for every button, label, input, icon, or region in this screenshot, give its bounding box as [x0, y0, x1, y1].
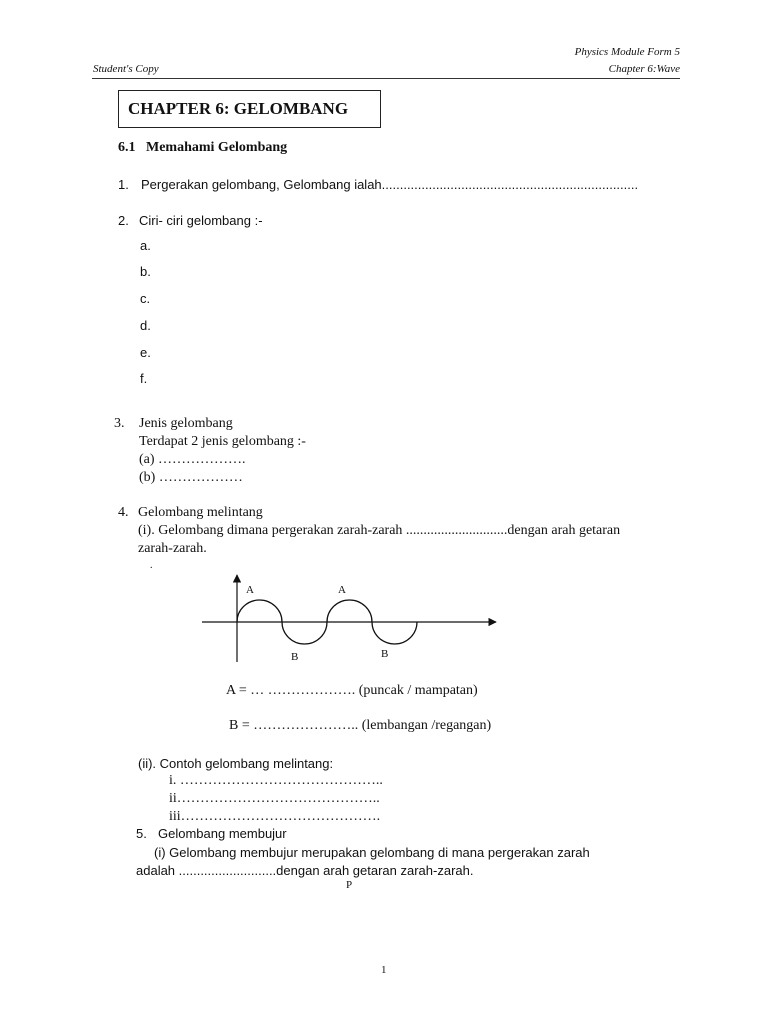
q4-i-line2: zarah-zarah. [138, 541, 207, 556]
header-rule [92, 78, 680, 79]
q3-option-a: (a) ………………. [139, 452, 246, 467]
example-1: i. …………………………………….. [169, 773, 383, 788]
crest-label-1: A [246, 584, 254, 596]
example-3: iii……………………………………. [169, 809, 381, 824]
q3-subtext: Terdapat 2 jenis gelombang :- [139, 434, 306, 449]
transverse-wave-diagram [200, 570, 500, 670]
q2-item-e: e. [140, 345, 151, 360]
header-chapter: Chapter 6:Wave [608, 63, 680, 75]
chapter-title: CHAPTER 6: GELOMBANG [128, 99, 349, 118]
q5-text: Gelombang membujur [158, 826, 287, 841]
q4-number: 4. [118, 505, 129, 520]
q2-item-d: d. [140, 318, 151, 333]
q2-item-f: f. [140, 371, 148, 386]
q1-text: Pergerakan gelombang, Gelombang ialah....................................................................... [141, 177, 639, 192]
q1-number: 1. [118, 177, 129, 192]
q5-number: 5. [136, 826, 147, 841]
b-definition: B = ………………….. (lembangan /regangan) [229, 718, 492, 733]
q5-i-line2: adalah ...........................dengan arah getaran zarah-zarah. [136, 863, 474, 878]
q4-i-line1: (i). Gelombang dimana pergerakan zarah-zarah .............................dengan arah getaran [138, 523, 621, 538]
q3-text: Jenis gelombang [139, 416, 233, 431]
p-label: P [346, 879, 353, 891]
crest-label-2: A [338, 584, 346, 596]
header-copy: Student's Copy [93, 63, 159, 75]
stray-dot: . [150, 560, 153, 571]
page-number: 1 [381, 964, 387, 976]
section-number: 6.1 [118, 140, 136, 155]
q2-text: Ciri- ciri gelombang :- [139, 213, 263, 228]
q4-text: Gelombang melintang [138, 505, 263, 520]
trough-label-2: B [381, 648, 389, 660]
q5-i-line1: (i) Gelombang membujur merupakan gelombang di mana pergerakan zarah [154, 845, 590, 860]
q2-item-b: b. [140, 264, 151, 279]
q4-ii-text: (ii). Contoh gelombang melintang: [138, 756, 334, 771]
header-module: Physics Module Form 5 [574, 46, 680, 58]
q3-option-b: (b) ……………… [139, 470, 243, 485]
section-title: Memahami Gelombang [146, 140, 288, 155]
q2-item-c: c. [140, 291, 151, 306]
q2-item-a: a. [140, 238, 151, 253]
a-definition: A = … ………………. (puncak / mampatan) [226, 683, 478, 698]
q3-number: 3. [114, 416, 125, 431]
trough-label-1: B [291, 651, 299, 663]
example-2: ii…………………………………….. [169, 791, 380, 806]
q2-number: 2. [118, 213, 129, 228]
